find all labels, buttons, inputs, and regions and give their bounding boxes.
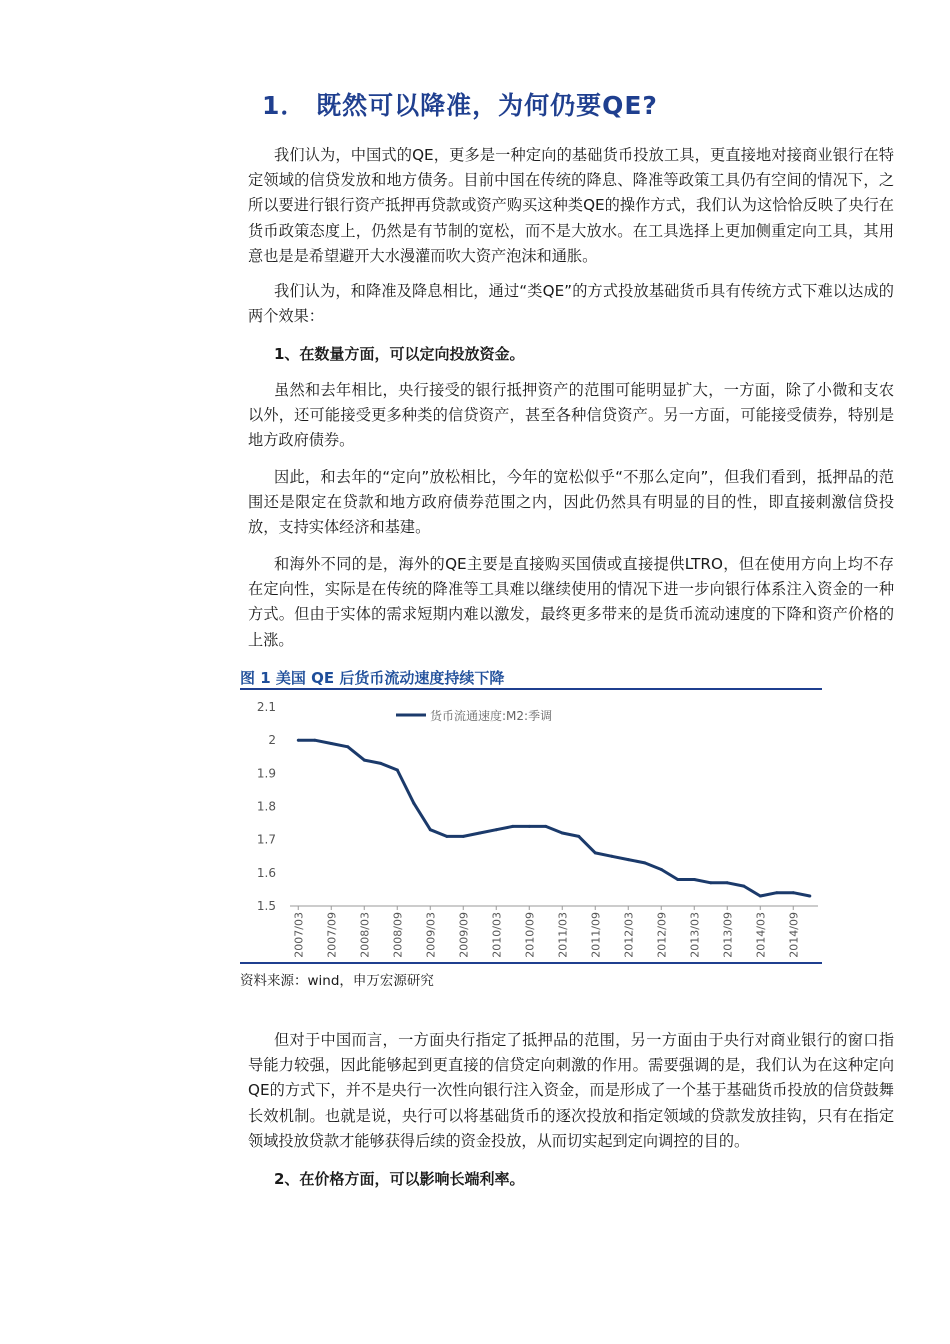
intro-paragraph-1: 我们认为，中国式的QE，更多是一种定向的基础货币投放工具，更直接地对接商业银行在特定领域的信贷发放和地方债务。目前中国在传统的降息、降准等政策工具仍有空间的情况下，之所以要进行银行资产抵押再贷款或资产购买这种类QE的操作方式，我们认为这恰恰反映了央行在货币政策态度上，仍然是有节制的宽松，而不是大放水。在工具选择上更加侧重定向工具，其用意也是是希望避开大水漫灌而吹大资产泡沫和通胀。 — [248, 146, 894, 265]
x-tick-label: 2007/09 — [325, 912, 339, 958]
data-point — [313, 739, 316, 742]
y-tick-label: 2.1 — [256, 700, 276, 714]
x-tick-label: 2014/03 — [754, 912, 768, 958]
intro-paragraph-2: 我们认为，和降准及降息相比，通过“类QE”的方式投放基础货币具有传统方式下难以达成的两个效果： — [248, 282, 894, 326]
x-tick-label: 2012/03 — [622, 912, 636, 958]
data-point — [561, 832, 564, 835]
figure-top-rule — [240, 688, 822, 690]
x-tick-label: 2007/03 — [292, 912, 306, 958]
x-tick-label: 2013/03 — [688, 912, 702, 958]
x-tick-label: 2013/09 — [721, 912, 735, 958]
data-point — [363, 759, 366, 762]
y-tick-label: 2 — [268, 733, 276, 748]
data-point — [726, 881, 729, 884]
data-point — [577, 835, 580, 838]
data-point — [709, 881, 712, 884]
y-axis — [257, 700, 276, 913]
data-point — [346, 745, 349, 748]
chart-legend — [396, 708, 552, 723]
x-tick-label: 2011/09 — [589, 912, 603, 958]
tail-paragraph: 但对于中国而言，一方面央行指定了抵押品的范围，另一方面由于央行对商业银行的窗口指导能力较强，因此能够起到更直接的信贷定向刺激的作用。需要强调的是，我们认为在这种定向QE的方式下，并不是央行一次性向银行注入资金，而是形成了一个基于基础货币投放的信贷鼓舞长效机制。也就是说，央行可以将基础货币的逐次投放和指定领域的贷款发放挂钩，只有在指定领域投放贷款才能够获得后续的资金投放，从而切实起到定向调控的目的。 — [248, 1031, 894, 1150]
x-tick-label: 2010/09 — [523, 912, 537, 958]
figure-title: 图 1 美国 QE 后货币流动速度持续下降 — [240, 669, 505, 687]
data-point — [808, 895, 811, 898]
data-point — [297, 739, 300, 742]
y-tick-label: 1.6 — [256, 865, 276, 880]
data-point — [330, 742, 333, 745]
data-point — [693, 878, 696, 881]
x-tick-label: 2009/09 — [457, 912, 471, 958]
data-point — [528, 825, 531, 828]
x-tick-label: 2009/03 — [424, 912, 438, 958]
data-point — [396, 769, 399, 772]
legend-label: 货币流通速度:M2:季调 — [430, 709, 553, 723]
data-point — [792, 891, 795, 894]
x-tick-label: 2008/09 — [391, 912, 405, 958]
x-tick-label: 2014/09 — [787, 912, 801, 958]
point-1-paragraph-2: 因此，和去年的“定向”放松相比，今年的宽松似乎“不那么定向”，但我们看到，抵押品的范围还是限定在贷款和地方政府债券范围之内，因此仍然具有明显的目的性，即直接刺激信贷投放，支持实体经济和基建。 — [248, 468, 894, 537]
x-tick-label: 2012/09 — [655, 912, 669, 958]
data-point — [462, 835, 465, 838]
data-point — [412, 802, 415, 805]
data-point — [594, 851, 597, 854]
point-1-paragraph-3: 和海外不同的是，海外的QE主要是直接购买国债或直接提供LTRO，但在使用方向上均不存在定向性，实际是在传统的降准等工具难以继续使用的情况下进一步向银行体系注入资金的一种方式。但由于实体的需求短期内难以激发，最终更多带来的是货币流动速度的下降和资产价格的上涨。 — [248, 555, 894, 649]
series-line — [298, 740, 810, 896]
data-point — [759, 895, 762, 898]
velocity-line-chart — [240, 692, 822, 966]
series-group — [297, 739, 812, 898]
point-1-title: 1、在数量方面，可以定向投放资金。 — [274, 345, 525, 363]
data-point — [478, 832, 481, 835]
x-axis — [292, 906, 800, 958]
x-tick-label: 2010/03 — [490, 912, 504, 958]
x-tick-label: 2008/03 — [358, 912, 372, 958]
data-point — [610, 855, 613, 858]
figure-source: 资料来源：wind，申万宏源研究 — [240, 973, 434, 989]
figure-bottom-rule — [240, 962, 822, 964]
data-point — [627, 858, 630, 861]
x-tick-label: 2011/03 — [556, 912, 570, 958]
data-point — [495, 828, 498, 831]
section-heading: 1． 既然可以降准，为何仍要QE? — [262, 91, 658, 120]
data-point — [445, 835, 448, 838]
data-point — [660, 868, 663, 871]
data-point — [429, 828, 432, 831]
y-tick-label: 1.7 — [256, 832, 276, 847]
point-1-paragraph-1: 虽然和去年相比，央行接受的银行抵押资产的范围可能明显扩大，一方面，除了小微和支农以外，还可能接受更多种类的信贷资产，甚至各种信贷资产。另一方面，可能接受债券，特别是地方政府债券。 — [248, 381, 894, 450]
data-point — [379, 762, 382, 765]
y-tick-label: 1.5 — [256, 899, 276, 913]
y-tick-label: 1.8 — [256, 799, 276, 814]
point-2-title: 2、在价格方面，可以影响长端利率。 — [274, 1170, 525, 1188]
data-point — [775, 891, 778, 894]
data-point — [643, 861, 646, 864]
data-point — [544, 825, 547, 828]
data-point — [676, 878, 679, 881]
y-tick-label: 1.9 — [256, 766, 276, 781]
data-point — [742, 885, 745, 888]
data-point — [511, 825, 514, 828]
